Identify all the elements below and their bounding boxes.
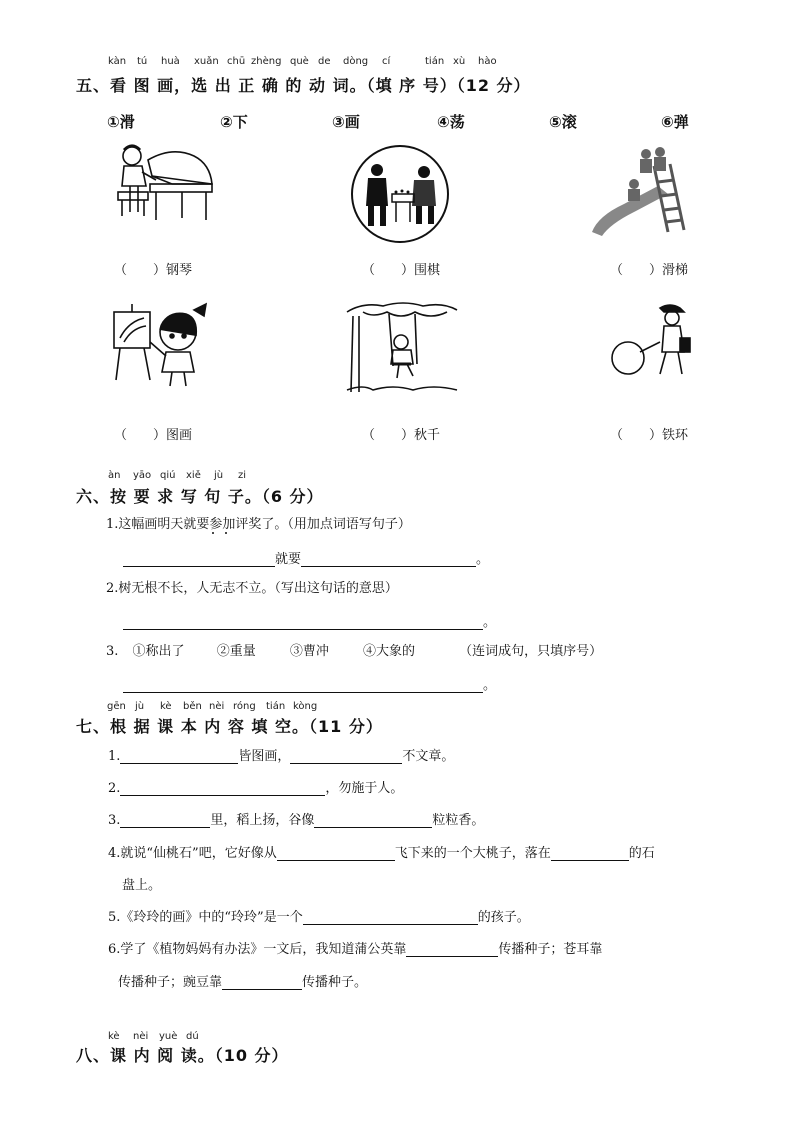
- pinyin: xù: [453, 56, 466, 67]
- sec6-q1: 1.这幅画明天就要参加评奖了。（用加点词语写句子）: [106, 517, 411, 532]
- q3-word: ③曹冲: [289, 644, 329, 659]
- sec6-title: 六、按 要 求 写 句 子。（6 分）: [76, 487, 324, 506]
- pinyin: què: [290, 56, 309, 67]
- pinyin: chū: [227, 56, 246, 67]
- blank-slide[interactable]: （ ）滑梯: [610, 263, 689, 278]
- sec7-l3: [108, 809, 484, 828]
- answer-line[interactable]: [120, 749, 238, 764]
- answer-line[interactable]: [406, 942, 498, 957]
- period: 。: [483, 615, 497, 630]
- answer-line[interactable]: [551, 846, 629, 861]
- l2-num: 2.: [108, 781, 121, 796]
- sec7-l4-cont: 盘上。: [122, 878, 162, 893]
- l4-text: 4.就说“仙桃石”吧，它好像从: [108, 846, 277, 861]
- pinyin: huà: [161, 56, 180, 67]
- pinyin: gēn: [107, 701, 126, 712]
- option-4: ④荡: [437, 113, 465, 131]
- q3-note: （连词成句，只填序号）: [459, 644, 603, 659]
- sec7-l5: [108, 906, 530, 925]
- answer-line[interactable]: [123, 678, 483, 693]
- blank-swing[interactable]: （ ）秋千: [362, 428, 441, 443]
- sec7-l6: [108, 938, 602, 957]
- pinyin: róng: [233, 701, 256, 712]
- l6-text: 传播种子。: [302, 975, 368, 990]
- pinyin: dú: [186, 1031, 199, 1042]
- l3-text: 里，稻上扬，谷像: [210, 813, 315, 828]
- sec7-l4: [108, 842, 655, 861]
- pinyin: kè: [160, 701, 172, 712]
- pinyin: àn: [108, 470, 121, 481]
- l1-num: 1.: [108, 749, 121, 764]
- sec7-l1: [108, 745, 454, 764]
- l2-text: ，勿施于人。: [325, 781, 404, 796]
- pinyin: yāo: [133, 470, 152, 481]
- pinyin: tián: [266, 701, 286, 712]
- option-1: ①滑: [107, 113, 135, 131]
- l6-text: 传播种子；苍耳靠: [498, 942, 603, 957]
- answer-line[interactable]: [120, 781, 325, 796]
- go-game-players-icon: [350, 144, 450, 244]
- sec7-l6-cont: [118, 971, 367, 990]
- sec8-title: 八、课 内 阅 读。（10 分）: [76, 1046, 289, 1065]
- pinyin: kè: [108, 1031, 120, 1042]
- sec6-q2: 2.树无根不长，人无志不立。（写出这句话的意思）: [106, 581, 398, 596]
- q3-num: 3.: [106, 644, 119, 659]
- child-swing-icon: [343, 298, 461, 396]
- l5-text: 5.《玲玲的画》中的“玲玲”是一个: [108, 910, 303, 925]
- girl-painting-icon: [110, 302, 210, 388]
- l1-text: 不文章。: [402, 749, 455, 764]
- pinyin: kòng: [293, 701, 318, 712]
- pinyin: jù: [135, 701, 145, 712]
- pinyin: xuǎn: [194, 56, 219, 67]
- period: 。: [483, 678, 497, 693]
- option-2: ②下: [220, 113, 248, 131]
- slide-children-icon: [588, 146, 692, 236]
- l4-text: 飞下来的一个大桃子，落在: [394, 846, 551, 861]
- boy-hoop-icon: [610, 302, 694, 380]
- pinyin: de: [318, 56, 331, 67]
- pinyin: zi: [238, 470, 247, 481]
- pinyin: qiú: [160, 470, 176, 481]
- sec7-title: 七、根 据 课 本 内 容 填 空。（11 分）: [76, 717, 383, 736]
- pinyin: zhèng: [251, 56, 282, 67]
- q3-word: ②重量: [216, 644, 256, 659]
- answer-line[interactable]: [120, 813, 210, 828]
- l6-text: 传播种子；豌豆靠: [118, 975, 223, 990]
- pinyin: yuè: [159, 1031, 178, 1042]
- pinyin: xiě: [186, 470, 201, 481]
- blank-piano[interactable]: （ ）钢琴: [114, 263, 193, 278]
- l3-num: 3.: [108, 813, 121, 828]
- pinyin: nèi: [133, 1031, 149, 1042]
- answer-line[interactable]: [222, 975, 302, 990]
- answer-line[interactable]: [123, 615, 483, 630]
- pinyin: jù: [214, 470, 224, 481]
- l5-text: 的孩子。: [477, 910, 530, 925]
- option-5: ⑤滚: [549, 113, 577, 131]
- l6-text: 6.学了《植物妈妈有办法》一文后，我知道蒲公英靠: [108, 942, 407, 957]
- answer-line[interactable]: [277, 846, 395, 861]
- pinyin: nèi: [209, 701, 225, 712]
- pinyin: cí: [382, 56, 391, 67]
- period: 。: [476, 552, 490, 567]
- answer-line[interactable]: [290, 749, 402, 764]
- pinyin: dòng: [343, 56, 369, 67]
- piano-player-icon: [112, 142, 216, 224]
- blank-painting[interactable]: （ ）图画: [114, 428, 193, 443]
- q3-word: ④大象的: [363, 644, 416, 659]
- answer-line[interactable]: [301, 552, 476, 567]
- pinyin: běn: [183, 701, 202, 712]
- pinyin: hào: [478, 56, 497, 67]
- pinyin: tú: [137, 56, 148, 67]
- l4-text: 的石: [628, 846, 655, 861]
- answer-line[interactable]: [314, 813, 432, 828]
- answer-line[interactable]: [123, 552, 275, 567]
- blank-hoop[interactable]: （ ）铁环: [610, 428, 689, 443]
- blank-go[interactable]: （ ）围棋: [362, 263, 441, 278]
- l1-text: 皆图画，: [238, 749, 291, 764]
- q1-mid: 就要: [275, 552, 302, 567]
- option-3: ③画: [332, 113, 360, 131]
- pinyin: tián: [425, 56, 445, 67]
- sec7-l2: [108, 777, 403, 796]
- option-6: ⑥弹: [661, 113, 689, 131]
- sec5-title: 五、看 图 画，选 出 正 确 的 动 词。（填 序 号）（12 分）: [76, 76, 531, 95]
- l3-text: 粒粒香。: [432, 813, 485, 828]
- pinyin: kàn: [108, 56, 127, 67]
- sec6-q3: [106, 640, 602, 659]
- answer-line[interactable]: [303, 910, 478, 925]
- q3-word: ①称出了: [132, 644, 185, 659]
